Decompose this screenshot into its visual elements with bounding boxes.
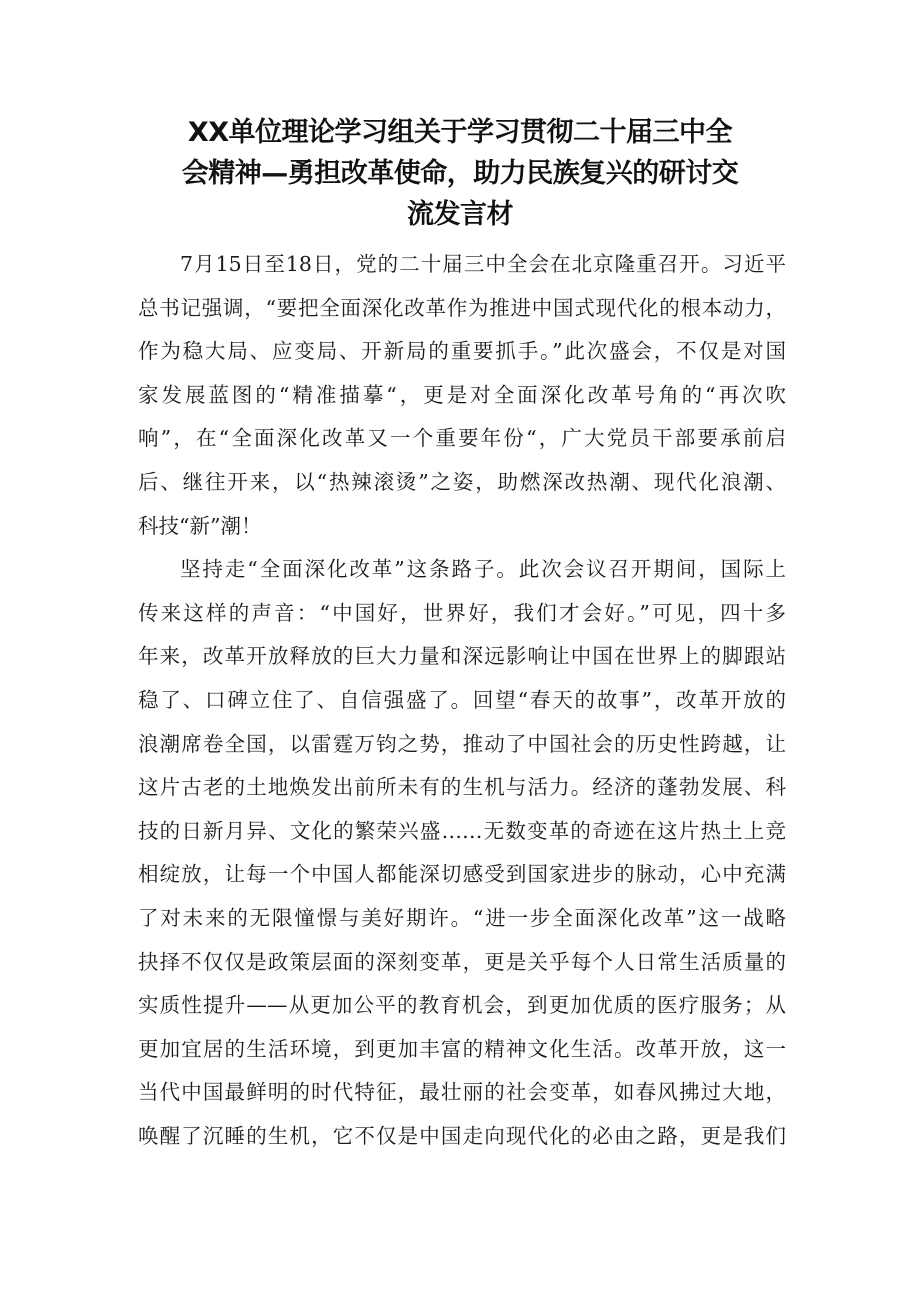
text-line: 当代中国最鲜明的时代特征，最壮丽的社会变革，如春风拂过大地， <box>138 1080 786 1105</box>
text-line: 家发展蓝图的“精准描摹“，更是对全面深化改革号角的“再次吹 <box>138 382 786 407</box>
text-line: 响”，在“全面深化改革又一个重要年份“，广大党员干部要承前启 <box>138 426 786 451</box>
text-line: 坚持走“全面深化改革”这条路子。此次会议召开期间，国际上 <box>180 557 786 582</box>
text-line: 了对未来的无限憧憬与美好期许。“进一步全面深化改革”这一战略 <box>138 905 786 930</box>
title-line: XX单位理论学习组关于学习贯彻二十届三中全 <box>187 117 733 148</box>
document-body <box>138 243 786 1158</box>
paragraph-2 <box>138 548 786 1158</box>
text-line: 总书记强调，“要把全面深化改革作为推进中国式现代化的根本动力， <box>138 295 786 320</box>
text-line: 抉择不仅仅是政策层面的深刻变革，更是关乎每个人日常生活质量的 <box>138 949 786 974</box>
text-line: 实质性提升——从更加公平的教育机会，到更加优质的医疗服务；从 <box>138 993 786 1018</box>
text-line: 相绽放，让每一个中国人都能深切感受到国家进步的脉动，心中充满 <box>138 862 786 887</box>
text-line: 浪潮席卷全国，以雷霆万钧之势，推动了中国社会的历史性跨越，让 <box>138 731 786 756</box>
title-line: 流发言材 <box>407 199 513 230</box>
paragraph-1 <box>138 243 786 548</box>
text-line: 年来，改革开放释放的巨大力量和深远影响让中国在世界上的脚跟站 <box>138 644 786 669</box>
text-line: 科技“新”潮！ <box>138 513 262 538</box>
text-line: 传来这样的声音：“中国好，世界好，我们才会好。”可见，四十多 <box>138 600 786 625</box>
text-line: 更加宜居的生活环境，到更加丰富的精神文化生活。改革开放，这一 <box>138 1036 786 1061</box>
text-line: 7月15日至18日，党的二十届三中全会在北京隆重召开。习近平 <box>180 252 786 276</box>
text-line: 稳了、口碑立住了、自信强盛了。回望“春天的故事”，改革开放的 <box>138 687 786 712</box>
text-line: 唤醒了沉睡的生机，它不仅是中国走向现代化的必由之路，更是我们 <box>138 1123 786 1148</box>
text-line: 作为稳大局、应变局、开新局的重要抓手。”此次盛会，不仅是对国 <box>138 339 786 364</box>
text-line: 技的日新月异、文化的繁荣兴盛……无数变革的奇迹在这片热土上竞 <box>138 818 786 843</box>
document-title <box>140 112 780 235</box>
title-line: 会精神—勇担改革使命，助力民族复兴的研讨交 <box>181 158 739 189</box>
text-line: 后、继往开来，以“热辣滚烫”之姿，助燃深改热潮、现代化浪潮、 <box>138 469 786 494</box>
text-line: 这片古老的土地焕发出前所未有的生机与活力。经济的蓬勃发展、科 <box>138 775 786 800</box>
